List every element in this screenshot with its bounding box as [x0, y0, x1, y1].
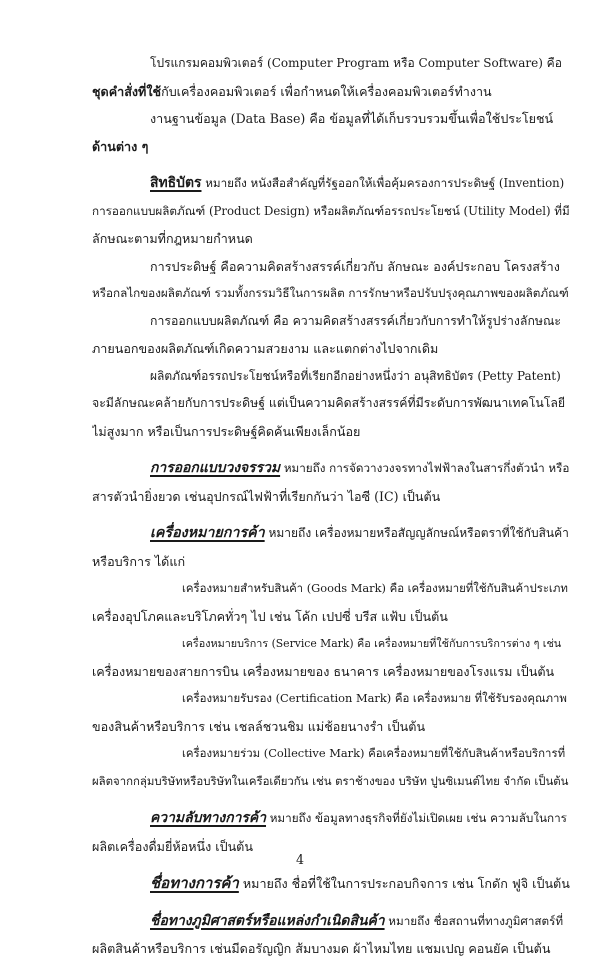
paragraph-line: หรือบริการ ได้แก่ — [92, 553, 186, 569]
page-body — [92, 50, 570, 963]
paragraph-line: ภายนอกของผลิตภัณฑ์เกิดความสวยงาม และแตกต่างไปจากเดิม — [92, 341, 439, 356]
paragraph-line — [92, 170, 570, 198]
paragraph-line: ไม่สูงมาก หรือเป็นการประดิษฐ์คิดค้นเพียงเล็กน้อย — [92, 423, 361, 439]
paragraph-computer-program — [92, 50, 570, 105]
section-trademark — [92, 520, 570, 575]
text-run: กับเครื่องคอมพิวเตอร์ เพื่อกำหนดให้เครื่องคอมพิวเตอร์ทำงาน — [161, 83, 492, 99]
section-trade-name — [92, 870, 570, 898]
paragraph-line — [92, 455, 570, 483]
paragraph-line: จะมีลักษณะคล้ายกับการประดิษฐ์ แต่เป็นความคิดสร้างสรรค์ที่มีระดับการพัฒนาเทคโนโลยี — [92, 396, 566, 410]
paragraph-collective-mark — [92, 740, 570, 795]
term-heading: ชื่อทางการค้า — [150, 874, 239, 892]
paragraph-line — [92, 870, 570, 898]
paragraph-line: การออกแบบผลิตภัณฑ์ คือ ความคิดสร้างสรรค์เกี่ยวกับการทำให้รูปร่างลักษณะ — [150, 313, 562, 328]
paragraph-line: เครื่องหมายสำหรับสินค้า (Goods Mark) คือ เครื่องหมายที่ใช้กับสินค้าประเภท — [182, 581, 568, 595]
paragraph-database — [92, 105, 570, 160]
paragraph-line: เครื่องอุปโภคและบริโภคทั่วๆ ไป เช่น โค้ก เปปซี่ บรีส แฟ้บ เป็นต้น — [92, 608, 448, 624]
paragraph-line: ผลิตเครื่องดื่มยี่ห้อหนึ่ง เป็นต้น — [92, 838, 253, 854]
text-run: หมายถึง การจัดวางวงจรทางไฟฟ้าลงในสารกึ่งตัวนำ หรือ — [280, 461, 570, 475]
paragraph-line: เครื่องหมายรับรอง (Certification Mark) คือ เครื่องหมาย ที่ใช้รับรองคุณภาพ — [182, 691, 567, 705]
paragraph-line: เครื่องหมายร่วม (Collective Mark) คือเครื่องหมายที่ใช้กับสินค้าหรือบริการที่ — [182, 746, 566, 760]
paragraph-line — [92, 520, 570, 548]
paragraph-line: ผลิตภัณฑ์อรรถประโยชน์หรือที่เรียกอีกอย่างหนึ่งว่า อนุสิทธิบัตร (Petty Patent) — [150, 368, 561, 383]
page-number: 4 — [295, 852, 304, 867]
paragraph-product-design — [92, 308, 570, 363]
term-heading: ชื่อทางภูมิศาสตร์หรือแหล่งกำเนิดสินค้า — [150, 912, 385, 929]
paragraph-goods-mark — [92, 575, 570, 630]
text-run: หมายถึง เครื่องหมายหรือสัญญลักษณ์หรือตราที่ใช้กับสินค้า — [264, 526, 569, 540]
term-heading: ความลับทางการค้า — [150, 810, 267, 826]
paragraph-line: สารตัวนำยิ่งยวด เช่นอุปกรณ์ไฟฟ้าที่เรียกกันว่า ไอซี (IC) เป็นต้น — [92, 488, 441, 504]
bold-phrase: ชุดคำสั่งที่ใช้ — [92, 83, 162, 99]
paragraph-line: ด้านต่าง ๆ — [92, 138, 149, 154]
paragraph-line: เครื่องหมายของสายการบิน เครื่องหมายของ ธนาคาร เครื่องหมายของโรงแรม เป็นต้น — [92, 663, 555, 679]
paragraph-line: โปรแกรมคอมพิวเตอร์ (Computer Program หรือ Computer Software) คือ — [150, 56, 562, 70]
paragraph-line: ลักษณะตามที่กฎหมายกำหนด — [92, 231, 253, 246]
paragraph-line — [92, 908, 570, 936]
text-run: หมายถึง ชื่อที่ใช้ในการประกอบกิจการ เช่น โกดัก ฟูจิ เป็นต้น — [238, 876, 570, 891]
term-heading: เครื่องหมายการค้า — [150, 525, 265, 541]
term-heading: การออกแบบวงจรรวม — [150, 460, 281, 476]
text-run: หมายถึง ชื่อสถานที่ทางภูมิศาสตร์ที่ — [384, 913, 564, 928]
paragraph-line: เครื่องหมายบริการ (Service Mark) คือ เครื่องหมายที่ใช้กับการบริการต่าง ๆ เช่น — [182, 637, 562, 650]
paragraph-line: งานฐานข้อมูล (Data Base) คือ ข้อมูลที่ได้เก็บรวบรวมขึ้นเพื่อใช้ประโยชน์ — [150, 111, 554, 126]
text-run: หมายถึง ข้อมูลทางธุรกิจที่ยังไม่เปิดเผย เช่น ความลับในการ — [266, 811, 567, 825]
term-heading: สิทธิบัตร — [150, 175, 202, 191]
paragraph-invention — [92, 253, 570, 308]
paragraph-line — [92, 805, 570, 833]
paragraph-utility-model — [92, 363, 570, 446]
paragraph-service-mark — [92, 630, 570, 685]
paragraph-line: การประดิษฐ์ คือความคิดสร้างสรรค์เกี่ยวกับ ลักษณะ องค์ประกอบ โครงสร้าง — [150, 258, 560, 274]
section-geographical-indication — [92, 908, 570, 963]
section-circuit-layout — [92, 455, 570, 510]
paragraph-line — [92, 78, 570, 106]
section-patent — [92, 170, 570, 253]
text-run: หมายถึง หนังสือสำคัญที่รัฐออกให้เพื่อคุ้มครองการประดิษฐ์ (Invention) — [201, 176, 565, 190]
paragraph-line: ผลิตจากกลุ่มบริษัทหรือบริษัทในเครือเดียวกัน เช่น ตราช้างของ บริษัท ปูนซิเมนต์ไทย จำกัด เป็นต้น — [92, 773, 569, 788]
paragraph-line: ของสินค้าหรือบริการ เช่น เชลล์ชวนชิม แม่ช้อยนางรำ เป็นต้น — [92, 718, 426, 734]
paragraph-certification-mark — [92, 685, 570, 740]
paragraph-line: การออกแบบผลิตภัณฑ์ (Product Design) หรือผลิตภัณฑ์อรรถประโยชน์ (Utility Model) ที่มี — [92, 203, 570, 218]
paragraph-line: หรือกลไกของผลิตภัณฑ์ รวมทั้งกรรมวิธีในการผลิต การรักษาหรือปรับปรุงคุณภาพของผลิตภัณฑ์ — [92, 286, 569, 300]
paragraph-line: ผลิตสินค้าหรือบริการ เช่นมีดอรัญญิก ส้มบางมด ผ้าไหมไทย แชมเปญ คอนยัค เป็นต้น — [92, 941, 551, 956]
